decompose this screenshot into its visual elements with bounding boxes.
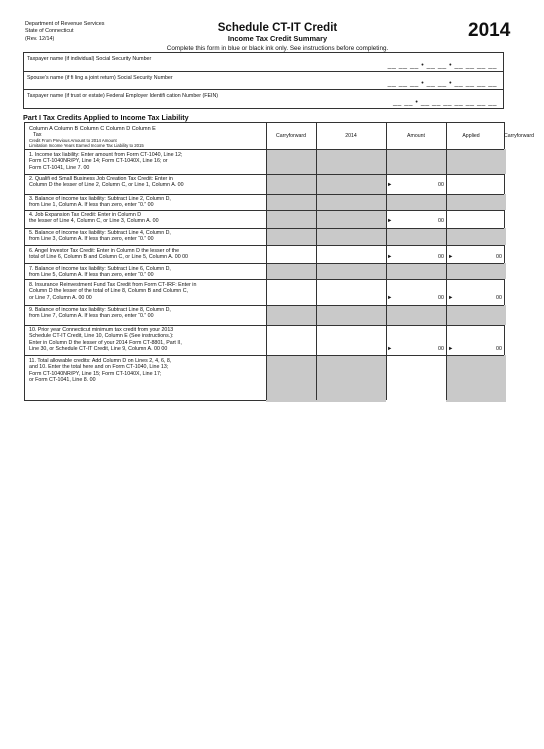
agency-name: Department of Revenue Services [25, 21, 105, 27]
col-carryforward: Carryforward [276, 133, 306, 139]
line-6-col-d[interactable]: 00 [438, 254, 444, 260]
arrow-icon: ► [448, 254, 454, 260]
column-header-block [29, 126, 259, 148]
form-title: Schedule CT-IT Credit [217, 22, 338, 34]
arrow-icon: ► [387, 218, 393, 224]
spouse-label: Spouse’s name (if fi ling a joint return) Social Security Number [27, 75, 173, 81]
agency-block [25, 21, 104, 43]
arrow-icon: ► [387, 182, 393, 188]
arrow-icon: ► [387, 254, 393, 260]
line-9: 9. Balance of income tax liability: Subtract Line 8, Column D, from Line 7, Column A. If less than zero, enter “0.” 00 [29, 307, 171, 320]
column-subheads-2: Limitation Income Years Earned Income Tax Liability to 2015 [29, 143, 144, 148]
col-amount: Amount [407, 133, 425, 139]
col-applied: Applied [462, 133, 480, 139]
spouse-row[interactable] [24, 72, 503, 90]
trust-row[interactable] [24, 90, 503, 110]
line-10: 10. Prior year Connecticut minimum tax credit from your 2013 Schedule CT-IT Credit, Line 10, Column E (See instructions.): Enter in Column D the lesser of your 2014 Form CT-8801, Part II, Line 30, or Schedule CT-IT Credit, Line 9, Column A. 00 00 [29, 327, 182, 352]
line-10-col-e[interactable]: 00 [496, 346, 502, 352]
form-subtitle: Income Tax Credit Summary [227, 34, 328, 43]
tax-year: 2014 [468, 20, 511, 41]
line-8: 8. Insurance Reinvestment Fund Tax Credit from Form CT-IRF: Enter in Column D the lesser of the total of Line 8, Column B and Column C, or Line 7, Column A. 00 00 [29, 282, 197, 301]
line-6-col-e[interactable]: 00 [496, 254, 502, 260]
line-8-col-d[interactable]: 00 [438, 295, 444, 301]
line-6: 6. Angel Investor Tax Credit: Enter in Column D the lesser of the total of Line 6, Column B and Column C, or Line 5, Column A. 00 00 [29, 248, 188, 261]
line-4: 4. Job Expansion Tax Credit: Enter in Column D the lesser of Line 4, Column C, or Line 3, Column A. 00 [29, 212, 159, 225]
line-5: 5. Balance of income tax liability: Subtract Line 4, Column D, from Line 3, Column A. If less than zero, enter “0.” 00 [29, 230, 171, 243]
col-2014: 2014 [345, 133, 357, 139]
column-letters: Column A Column B Column C Column D Column E [29, 126, 156, 132]
column-subheads-1: Credit From Previous Amount to 2014 Amount [29, 138, 117, 143]
line-7: 7. Balance of income tax liability: Subtract Line 6, Column D, from Line 5, Column A. If less than zero, enter “0.” 00 [29, 266, 171, 279]
revision-date: (Rev. 12/14) [25, 36, 55, 42]
credit-table [24, 122, 534, 401]
fein-field[interactable]: __ __ • __ __ __ __ __ __ __ [392, 99, 497, 106]
trust-label: Taxpayer name (if trust or estate) Federal Employer Identifi cation Number (FEIN) [27, 93, 219, 99]
spouse-ssn-field[interactable]: __ __ __ • __ __ • __ __ __ __ [387, 80, 497, 87]
taxpayer-id-box [23, 52, 504, 109]
line-1: 1. Income tax liability: Enter amount from Form CT-1040, Line 12; Form CT-1040NR/PY, Line 14; Form CT-1040X, Line 16; or Form CT-1041, Line 7. 00 [29, 152, 183, 171]
line-3: 3. Balance of income tax liability: Subtract Line 2, Column D, from Line 1, Column A. If less than zero, enter “0.” 00 [29, 196, 171, 209]
column-tax: Tax [33, 132, 42, 138]
state-name: State of Connecticut [25, 28, 74, 34]
arrow-icon: ► [448, 295, 454, 301]
line-10-col-d[interactable]: 00 [438, 346, 444, 352]
part-title: Part I Tax Credits Applied to Income Tax Liability [23, 113, 189, 122]
taxpayer-label: Taxpayer name (if individual) Social Security Number [27, 56, 152, 62]
line-2-col-d[interactable]: 00 [438, 182, 444, 188]
line-11: 11. Total allowable credits: Add Column D on Lines 2, 4, 6, 8, and 10. Enter the total here and on Form CT-1040, Line 13; Form CT-1040NR/PY, Line 15; Form CT-1040X, Line 17; or Form CT-1041, Line 8. 00 [29, 358, 172, 383]
arrow-icon: ► [387, 346, 393, 352]
taxpayer-row[interactable] [24, 53, 503, 72]
form-instructions: Complete this form in blue or black ink only. See instructions before completing. [166, 45, 389, 52]
line-2: 2. Qualifi ed Small Business Job Creation Tax Credit: Enter in Column D the lesser of Line 2, Column C, or Line 1, Column A. 00 [29, 176, 184, 189]
taxpayer-ssn-field[interactable]: __ __ __ • __ __ • __ __ __ __ [387, 62, 497, 69]
arrow-icon: ► [387, 295, 393, 301]
col-carryforward-2015: Carryforward [504, 133, 534, 139]
line-4-col-d[interactable]: 00 [438, 218, 444, 224]
line-8-col-e[interactable]: 00 [496, 295, 502, 301]
arrow-icon: ► [448, 346, 454, 352]
